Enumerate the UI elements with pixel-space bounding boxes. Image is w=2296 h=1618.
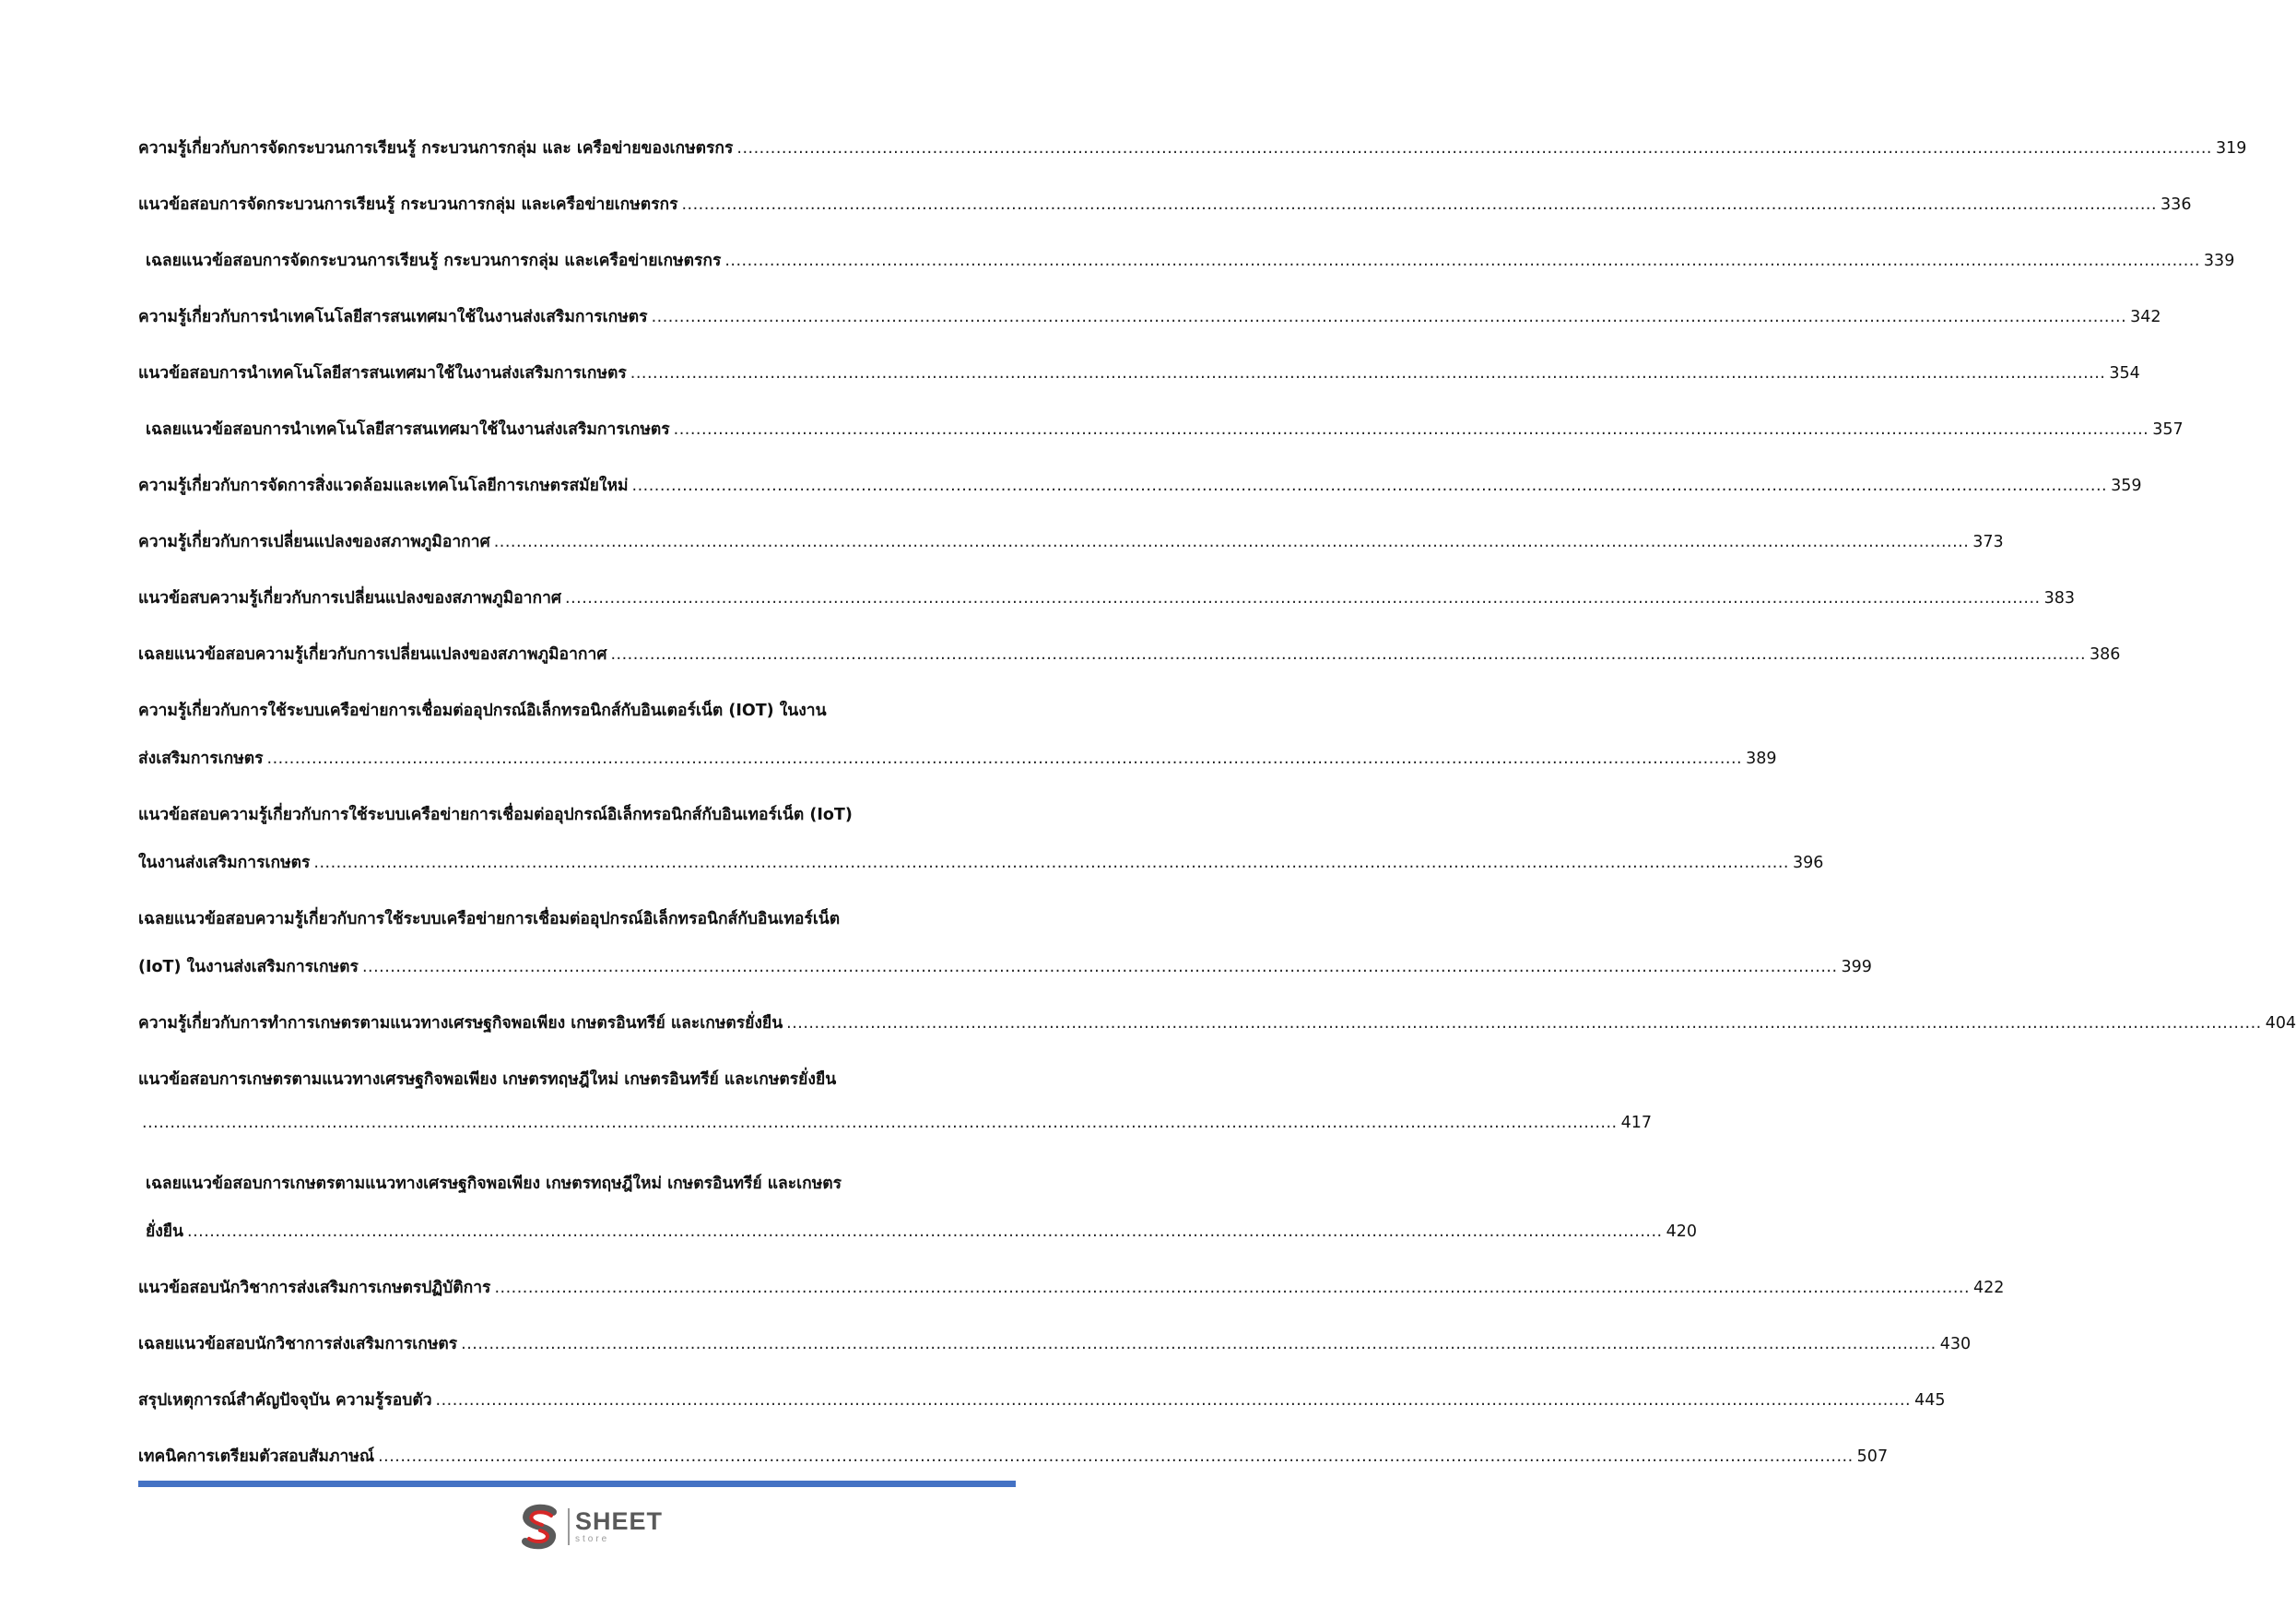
toc-page-number: 399	[1841, 958, 1872, 976]
toc-dot-leader	[652, 308, 2127, 326]
toc-entry-leader-line	[138, 745, 1777, 773]
toc-dot-leader	[362, 958, 1838, 976]
toc-page-number: 507	[1856, 1447, 1889, 1466]
toc-dot-leader	[313, 854, 1789, 872]
toc-entry	[138, 247, 2235, 275]
toc-entry-leader-line	[138, 953, 1872, 981]
toc-page-number: 357	[2152, 420, 2184, 439]
toc-entry	[138, 905, 1872, 981]
toc-entry-text-line: เฉลยแนวข้อสอบความรู้เกี่ยวกับการใช้ระบบเครือข่ายการเชื่อมต่ออุปกรณ์อิเล็กทรอนิกส์กับอินเทอร์เน็ต	[138, 910, 841, 928]
toc-entry-leader-line	[138, 1387, 1946, 1414]
toc-entry	[138, 472, 2142, 500]
toc-page-number: 396	[1792, 854, 1824, 872]
toc-page-number: 342	[2130, 308, 2161, 326]
toc-dot-leader	[494, 1279, 1970, 1297]
toc-entry-title: ความรู้เกี่ยวกับการนำเทคโนโลยีสารสนเทศมาใช้ในงานส่งเสริมการเกษตร	[138, 308, 648, 326]
logo-brand: SHEET	[575, 1507, 664, 1535]
toc-entry-leader-line	[138, 1443, 1889, 1470]
toc-entry-text-line: เฉลยแนวข้อสอบการเกษตรตามแนวทางเศรษฐกิจพอเพียง เกษตรทฤษฎีใหม่ เกษตรอินทรีย์ และเกษตร	[146, 1175, 842, 1193]
toc-entry-leader-line	[138, 641, 2121, 668]
toc-entry-title: เฉลยแนวข้อสอบความรู้เกี่ยวกับการเปลี่ยนแปลงของสภาพภูมิอากาศ	[138, 645, 607, 664]
toc-page-number: 430	[1939, 1335, 1972, 1353]
toc-entry-title: ส่งเสริมการเกษตร	[138, 750, 264, 768]
toc-dot-leader	[436, 1391, 1912, 1410]
toc-page-number: 420	[1666, 1222, 1697, 1241]
toc-entry-title: ความรู้เกี่ยวกับการจัดกระบวนการเรียนรู้ กระบวนการกลุ่ม และ เครือข่ายของเกษตรกร	[138, 139, 734, 158]
toc-entry-title: ความรู้เกี่ยวกับการเปลี่ยนแปลงของสภาพภูมิอากาศ	[138, 533, 490, 551]
toc-dot-leader	[724, 252, 2200, 270]
toc-entry-leader-line	[138, 585, 2076, 612]
toc-page-number: 404	[2265, 1014, 2296, 1033]
toc-page-number: 359	[2111, 477, 2142, 495]
toc-entry-text-line: แนวข้อสอบความรู้เกี่ยวกับการใช้ระบบเครือข่ายการเชื่อมต่ออุปกรณ์อิเล็กทรอนิกส์กับอินเทอร์เน็ต (IoT)	[138, 806, 853, 824]
toc-entry-title: แนวข้อสอบการจัดกระบวนการเรียนรู้ กระบวนการกลุ่ม และเครือข่ายเกษตรกร	[138, 195, 678, 214]
toc-page-number: 445	[1914, 1391, 1946, 1410]
toc-entry	[138, 360, 2140, 387]
toc-entry-leader-line	[138, 191, 2192, 218]
toc-entry-leader-line	[146, 1218, 1697, 1246]
toc-entry-text-line: ความรู้เกี่ยวกับการใช้ระบบเครือข่ายการเชื่อมต่ออุปกรณ์อิเล็กทรอนิกส์กับอินเตอร์เน็ต (IOT) ในงาน	[138, 702, 827, 720]
toc-entry-leader-line	[146, 247, 2235, 275]
toc-dot-leader	[565, 589, 2041, 608]
toc-entry-leader-line	[138, 1274, 2005, 1302]
toc-dot-leader	[630, 364, 2106, 383]
toc-entry-leader-line	[138, 1010, 2296, 1037]
toc-dot-leader	[786, 1014, 2262, 1033]
toc-entry-title: สรุปเหตุการณ์สำคัญปัจจุบัน ความรู้รอบตัว	[138, 1391, 432, 1410]
toc-entry-title: ความรู้เกี่ยวกับการจัดการสิ่งแวดล้อมและเทคโนโลยีการเกษตรสมัยใหม่	[138, 477, 629, 495]
toc-entry-leader-line	[138, 528, 2004, 556]
toc-entry	[138, 1010, 2296, 1037]
toc-entry-title: แนวข้อสอบนักวิชาการส่งเสริมการเกษตรปฏิบัติการ	[138, 1279, 491, 1297]
toc-entry	[138, 641, 2121, 668]
toc-entry	[138, 1066, 1652, 1141]
toc-page-number: 383	[2043, 589, 2076, 608]
footer-rule	[138, 1481, 1016, 1487]
toc-entry-title: ยั่งยืน	[146, 1222, 184, 1241]
toc-entry-title: แนวข้อสบความรู้เกี่ยวกับการเปลี่ยนแปลงของสภาพภูมิอากาศ	[138, 589, 562, 608]
toc-entry-leader-line	[138, 472, 2142, 500]
toc-entry-title: เฉลยแนวข้อสอบการนำเทคโนโลยีสารสนเทศมาใช้ในงานส่งเสริมการเกษตร	[146, 420, 670, 439]
toc-entry	[138, 528, 2004, 556]
sheet-s-logo-icon	[516, 1503, 564, 1551]
toc-dot-leader	[494, 533, 1970, 551]
toc-dot-leader	[681, 195, 2157, 214]
toc-page-number: 386	[2090, 645, 2121, 664]
toc-entry-text-line: แนวข้อสอบการเกษตรตามแนวทางเศรษฐกิจพอเพียง เกษตรทฤษฎีใหม่ เกษตรอินทรีย์ และเกษตรยั่งยืน	[138, 1070, 837, 1089]
toc-page-number: 373	[1972, 533, 2004, 551]
toc-dot-leader	[142, 1114, 1618, 1132]
toc-entry	[138, 585, 2076, 612]
toc-entry	[138, 801, 1824, 877]
toc-entry	[138, 697, 1777, 773]
toc-entry-title: ความรู้เกี่ยวกับการทำการเกษตรตามแนวทางเศรษฐกิจพอเพียง เกษตรอินทรีย์ และเกษตรยั่งยืน	[138, 1014, 783, 1033]
toc-dot-leader	[632, 477, 2108, 495]
toc-page-number: 422	[1973, 1279, 2005, 1297]
toc-entry	[138, 303, 2161, 331]
toc-entry-title: แนวข้อสอบการนำเทคโนโลยีสารสนเทศมาใช้ในงานส่งเสริมการเกษตร	[138, 364, 627, 383]
toc-entry	[138, 135, 2247, 162]
toc-dot-leader	[736, 139, 2212, 158]
toc-page-number: 389	[1746, 750, 1777, 768]
toc-entry-leader-line	[138, 135, 2247, 162]
toc-dot-leader	[610, 645, 2086, 664]
toc-entry-title: ในงานส่งเสริมการเกษตร	[138, 854, 311, 872]
toc-entry-leader-line	[138, 1330, 1972, 1358]
toc-entry	[138, 1330, 1972, 1358]
toc-page-number: 336	[2161, 195, 2192, 214]
toc-entry	[138, 1170, 1697, 1246]
toc-page-number: 319	[2215, 139, 2247, 158]
toc-entry	[138, 191, 2192, 218]
toc-dot-leader	[378, 1447, 1854, 1466]
logo-brand-sub: store	[575, 1534, 610, 1544]
toc-entry	[138, 1443, 1889, 1470]
toc-dot-leader	[674, 420, 2149, 439]
toc-entry-leader-line	[138, 360, 2140, 387]
logo-divider	[568, 1508, 570, 1545]
toc-entry-title: เทคนิคการเตรียมตัวสอบสัมภาษณ์	[138, 1447, 375, 1466]
toc-entry-leader-line	[138, 849, 1824, 877]
sheet-store-logo	[516, 1501, 682, 1553]
toc-page-number: 339	[2203, 252, 2235, 270]
toc-page-number: 354	[2109, 364, 2140, 383]
toc-entry-leader-line	[146, 416, 2184, 443]
toc-entry-leader-line	[138, 303, 2161, 331]
toc-entry	[138, 1387, 1946, 1414]
toc-dot-leader	[267, 750, 1743, 768]
toc-entry-leader-line	[138, 1114, 1652, 1141]
toc-entry	[138, 416, 2184, 443]
toc-entry-title: (IoT) ในงานส่งเสริมการเกษตร	[138, 958, 359, 976]
toc-dot-leader	[187, 1222, 1663, 1241]
toc-entry-title: เฉลยแนวข้อสอบนักวิชาการส่งเสริมการเกษตร	[138, 1335, 458, 1353]
toc-entry	[138, 1274, 2005, 1302]
toc-dot-leader	[461, 1335, 1937, 1353]
toc-entry-title: เฉลยแนวข้อสอบการจัดกระบวนการเรียนรู้ กระบวนการกลุ่ม และเครือข่ายเกษตรกร	[146, 252, 722, 270]
table-of-contents	[138, 135, 2296, 1499]
toc-page-number: 417	[1620, 1114, 1652, 1132]
